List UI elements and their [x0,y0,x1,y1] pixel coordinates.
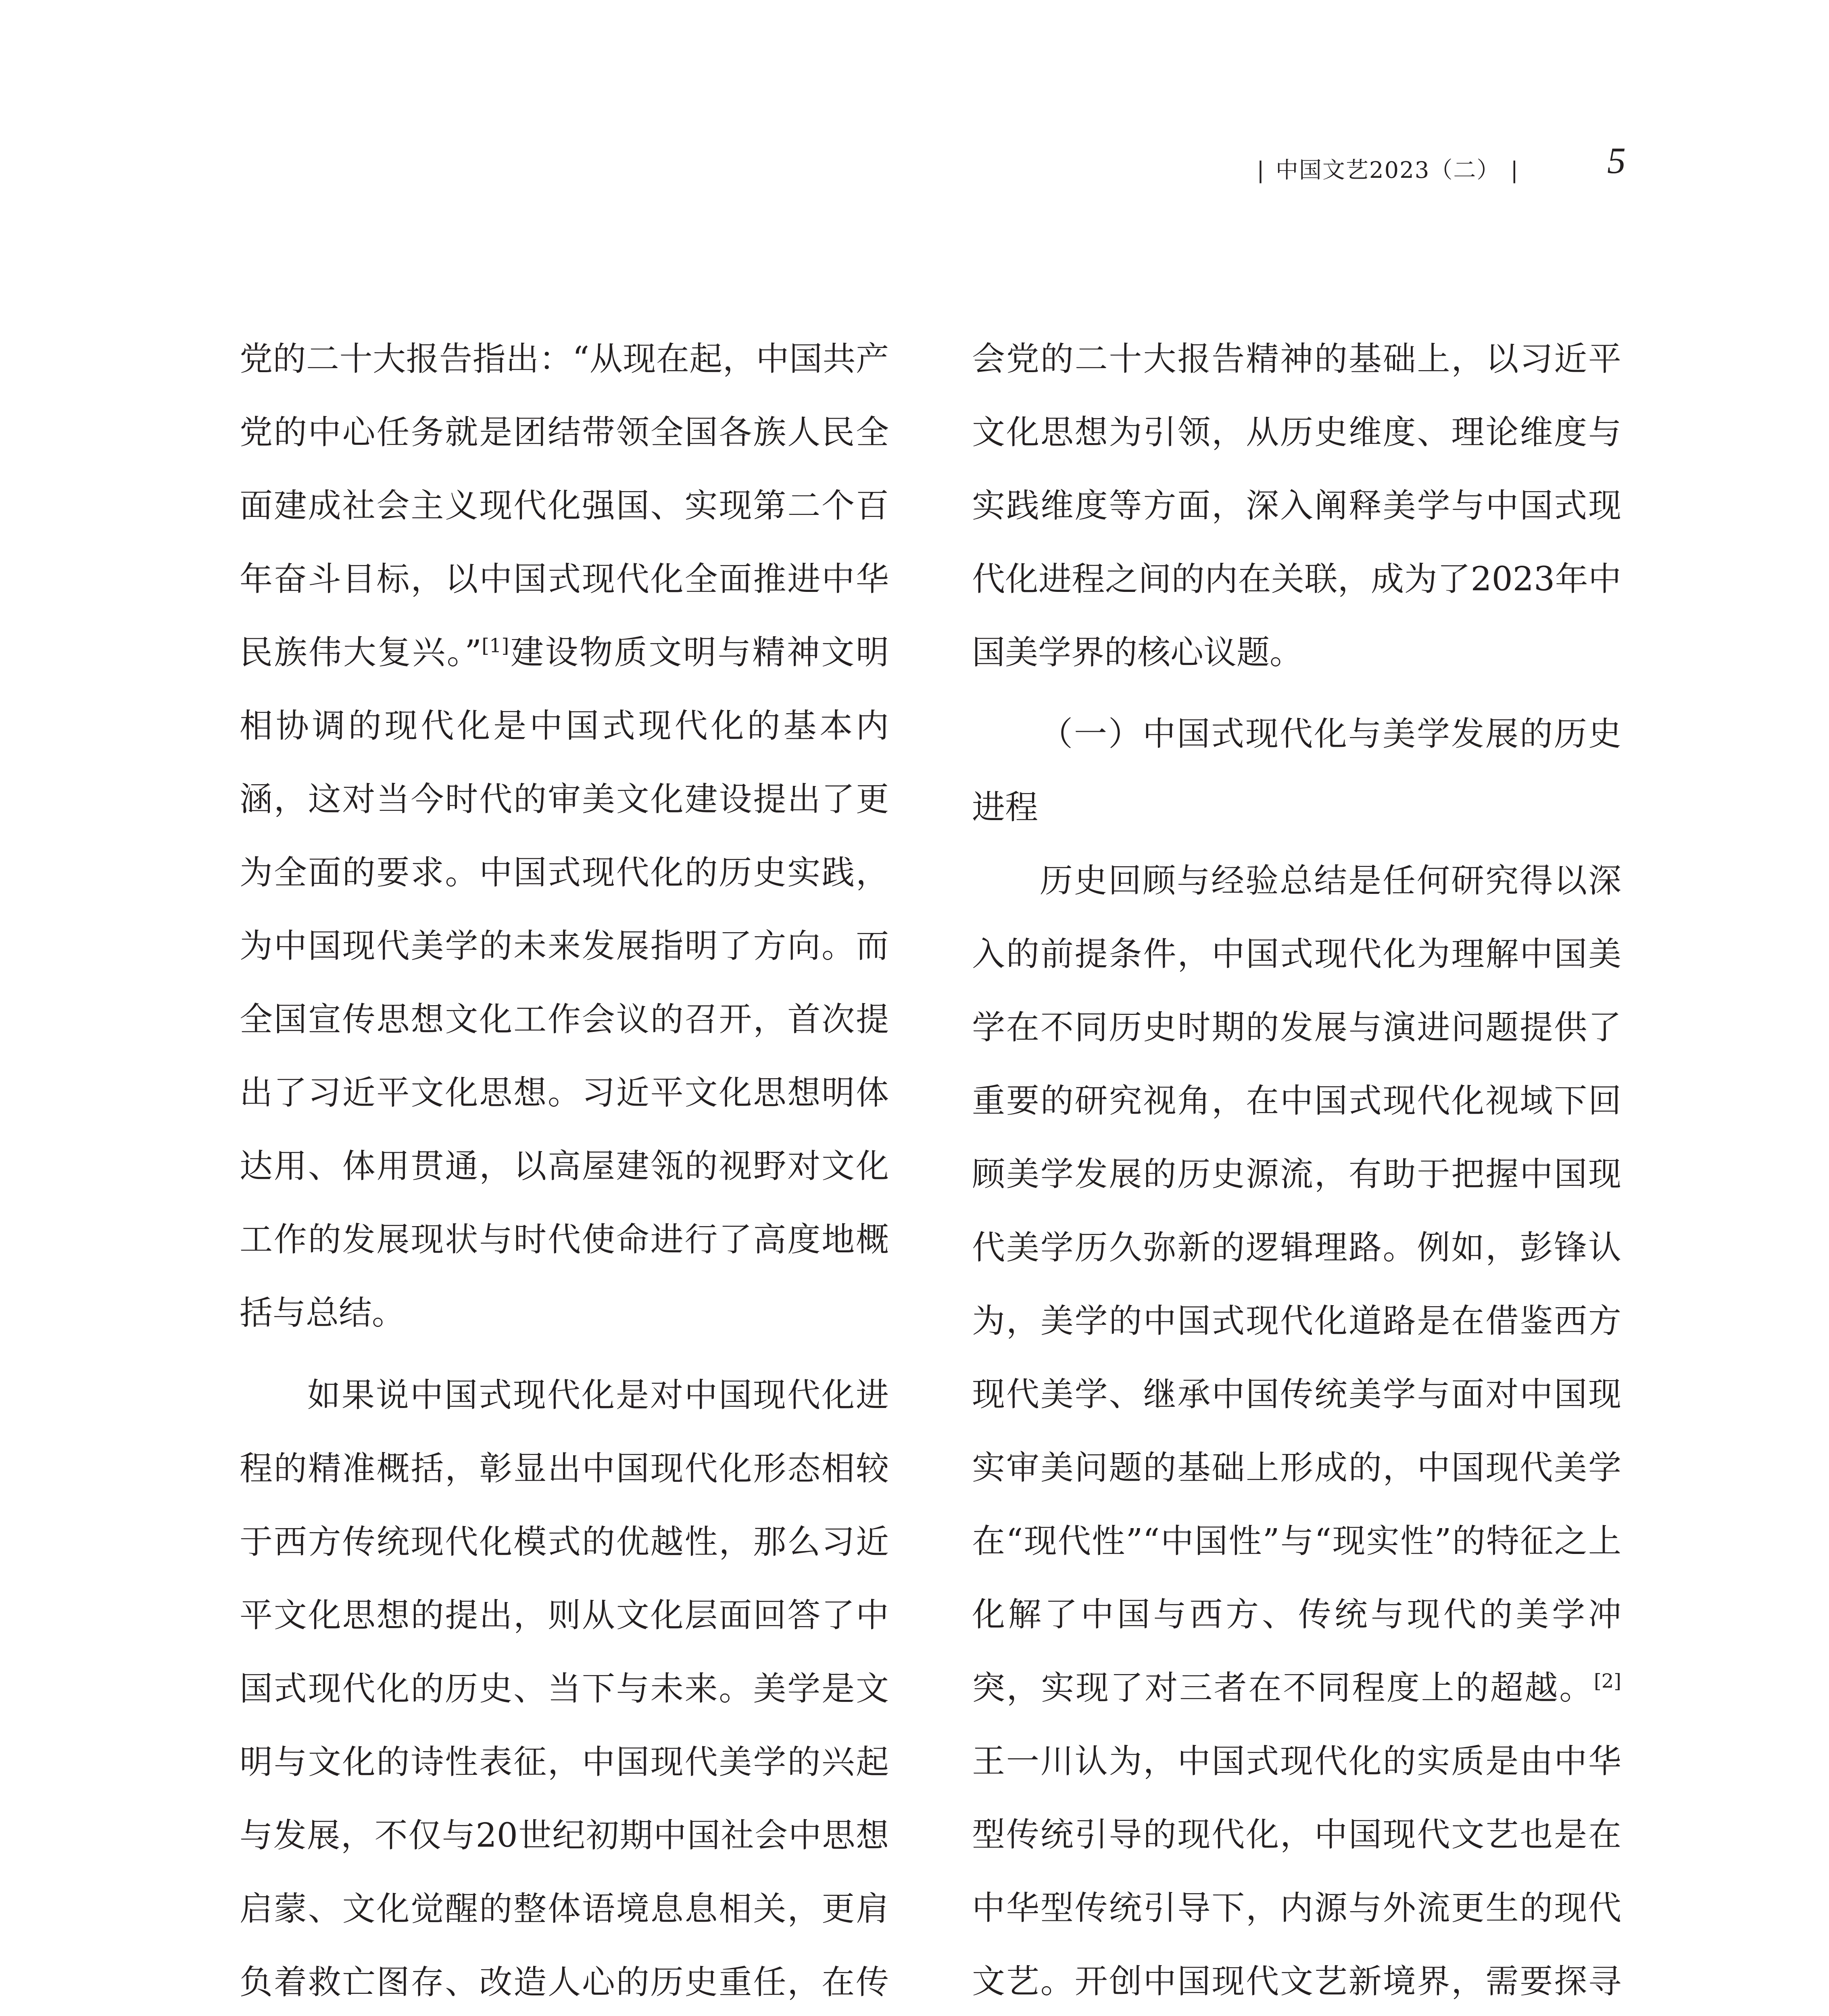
page-number: 5 [1607,140,1626,181]
right-paragraph-2 [972,844,1621,2016]
section-heading: （一）中国式现代化与美学发展的历史进程 [972,715,1621,827]
right-column [972,323,1621,2016]
footnote-ref-2[interactable]: [2] [1594,1670,1621,1693]
right-p2-text-b: 王一川认为，中国式现代化的实质是由中华型传统引导的现代化，中国现代文艺也是在中华型传统引导下，内源与外流更生的现代文艺。开创中国现代文艺新境界，需要探寻 [972,1742,1621,2001]
left-p1-text-b: 建设物质文明与精神文明相协调的现代化是中国式现代化的基本内涵，这对当今时代的审美文化建设提出了更为全面的要求。中国式现代化的历史实践，为中国现代美学的未来发展指明了方向。而全国宣传思想文化工作会议的召开，首次提出了习近平文化思想。习近平文化思想明体达用、体用贯通，以高屋建瓴的视野对文化工作的发展现状与时代使命进行了高度地概括与总结。 [240,633,889,1332]
running-head [1246,152,1529,185]
running-head-bar-left: | [1257,157,1265,183]
running-head-bar-right: | [1510,157,1519,183]
running-head-title: 中国文艺2023（二） [1275,157,1500,183]
left-paragraph-1 [240,323,889,1350]
left-p1-text-a: 党的二十大报告指出：“从现在起，中国共产党的中心任务就是团结带领全国各族人民全面建成社会主义现代化强国、实现第二个百年奋斗目标，以中国式现代化全面推进中华民族伟大复兴。” [240,340,889,672]
right-p2-text-a: 历史回顾与经验总结是任何研究得以深入的前提条件，中国式现代化为理解中国美学在不同历史时期的发展与演进问题提供了重要的研究视角，在中国式现代化视域下回顾美学发展的历史源流，有助于把握中国现代美学历久弥新的逻辑理路。例如，彭锋认为，美学的中国式现代化道路是在借鉴西方现代美学、继承中国传统美学与面对中国现实审美问题的基础上形成的，中国现代美学在“现代性”“中国性”与“现实性”的特征之上化解了中国与西方、传统与现代的美学冲突，实现了对三者在不同程度上的超越。 [972,862,1621,1707]
footnote-ref-1[interactable]: [1] [482,634,509,657]
right-paragraph-1: 会党的二十大报告精神的基础上，以习近平文化思想为引领，从历史维度、理论维度与实践维度等方面，深入阐释美学与中国式现代化进程之间的内在关联，成为了2023年中国美学界的核心议题。 [972,340,1621,672]
left-paragraph-2: 如果说中国式现代化是对中国现代化进程的精准概括，彰显出中国现代化形态相较于西方传统现代化模式的优越性，那么习近平文化思想的提出，则从文化层面回答了中国式现代化的历史、当下与未来。美学是文明与文化的诗性表征，中国现代美学的兴起与发展，不仅与20世纪初期中国社会中思想启蒙、文化觉醒的整体语境息息相关，更肩负着救亡图存、改造人心的历史重任，在传 [240,1376,889,2001]
left-column [240,323,889,2016]
